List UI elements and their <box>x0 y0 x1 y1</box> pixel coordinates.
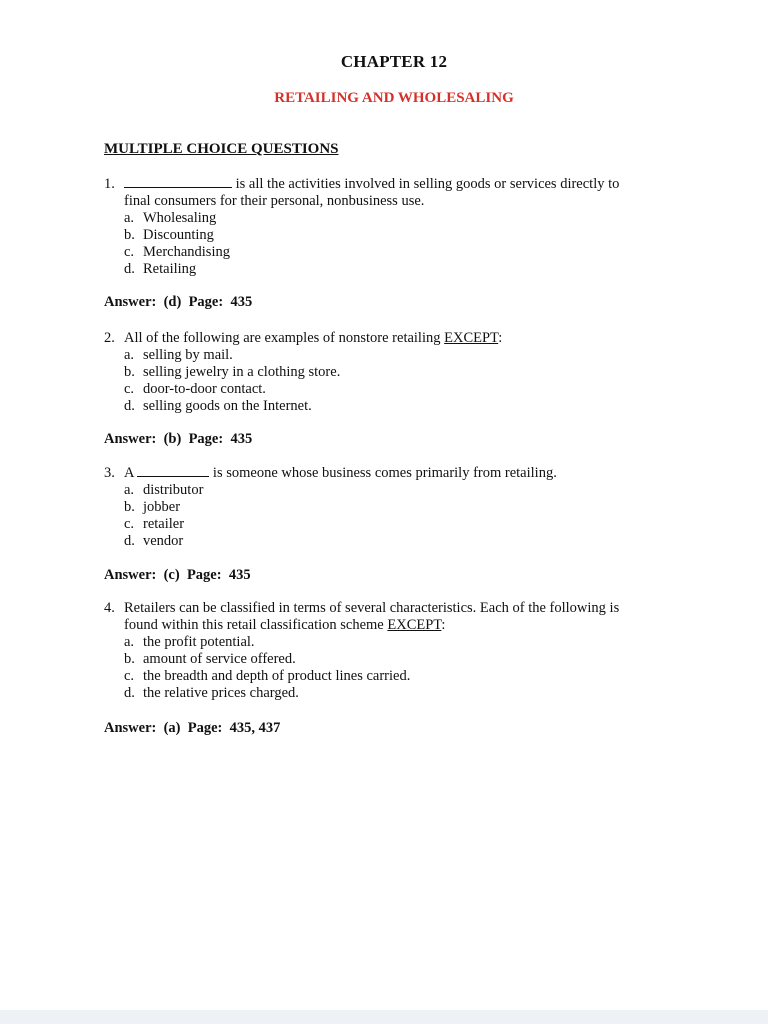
question-text: A <box>124 465 138 481</box>
choice-a <box>104 347 684 364</box>
question-4 <box>104 600 684 702</box>
choice-text: door-to-door contact. <box>143 381 266 397</box>
question-number: 2. <box>104 330 115 346</box>
question-text-end: is someone whose business comes primarily from retailing. <box>209 465 557 481</box>
question-text: found within this retail classification scheme <box>124 617 388 633</box>
choice-text: selling by mail. <box>143 347 233 363</box>
choice-text: distributor <box>143 482 204 498</box>
question-text: All of the following are examples of nonstore retailing <box>124 330 445 346</box>
choice-letter: d. <box>124 533 135 549</box>
viewer-bottom-strip <box>0 1010 768 1024</box>
choice-letter: d. <box>124 261 135 277</box>
choice-text: Merchandising <box>143 244 230 260</box>
choice-letter: b. <box>124 227 135 243</box>
choice-letter: a. <box>124 210 135 226</box>
choice-letter: a. <box>124 634 135 650</box>
choice-text: jobber <box>143 499 181 515</box>
question-text-continued: final consumers for their personal, nonbusiness use. <box>124 193 425 209</box>
section-heading: MULTIPLE CHOICE QUESTIONS <box>104 141 339 157</box>
choice-letter: b. <box>124 499 135 515</box>
question-text-end: : <box>498 330 503 346</box>
choice-text: the profit potential. <box>143 634 255 650</box>
question-text: is all the activities involved in selling goods or services directly to <box>232 176 620 192</box>
choice-a <box>104 482 684 499</box>
choice-letter: d. <box>124 398 135 414</box>
question-3 <box>104 464 684 550</box>
question-stem <box>104 330 684 347</box>
question-text-continued <box>104 617 684 634</box>
question-text-end: : <box>441 617 446 633</box>
question-number: 3. <box>104 465 115 481</box>
emphasis-except: EXCEPT <box>387 617 442 633</box>
choice-text: Retailing <box>143 261 197 277</box>
choice-letter: c. <box>124 668 135 684</box>
choice-text: the breadth and depth of product lines carried. <box>143 668 411 684</box>
choice-letter: b. <box>124 364 135 380</box>
answer-2: Answer: (b) Page: 435 <box>104 431 253 447</box>
choice-b <box>104 227 684 244</box>
choice-text: retailer <box>143 516 185 532</box>
choice-text: the relative prices charged. <box>143 685 299 701</box>
choice-letter: a. <box>124 482 135 498</box>
choice-d <box>104 261 684 278</box>
chapter-subtitle: RETAILING AND WHOLESALING <box>274 90 514 106</box>
choice-b <box>104 499 684 516</box>
question-number: 4. <box>104 600 115 616</box>
choice-d <box>104 685 684 702</box>
chapter-title: CHAPTER 12 <box>340 52 448 71</box>
answer-3: Answer: (c) Page: 435 <box>104 567 251 583</box>
question-number: 1. <box>104 176 115 192</box>
question-1 <box>104 175 684 278</box>
choice-letter: c. <box>124 516 135 532</box>
answer-1: Answer: (d) Page: 435 <box>104 294 253 310</box>
choice-c <box>104 516 684 533</box>
answer-blank <box>137 464 209 477</box>
question-2 <box>104 330 684 415</box>
choice-a <box>104 210 684 227</box>
emphasis-except: EXCEPT <box>444 330 499 346</box>
question-text: Retailers can be classified in terms of several characteristics. Each of the following is <box>124 600 620 616</box>
question-stem <box>104 600 684 617</box>
choice-b <box>104 364 684 381</box>
choice-d <box>104 398 684 415</box>
choice-text: selling jewelry in a clothing store. <box>143 364 341 380</box>
choice-letter: d. <box>124 685 135 701</box>
choice-c <box>104 244 684 261</box>
choice-text: Discounting <box>143 227 214 243</box>
choice-text: selling goods on the Internet. <box>143 398 312 414</box>
answer-blank <box>124 175 232 188</box>
choice-letter: c. <box>124 381 135 397</box>
choice-a <box>104 634 684 651</box>
choice-text: Wholesaling <box>143 210 217 226</box>
choice-b <box>104 651 684 668</box>
choice-text: vendor <box>143 533 184 549</box>
choice-text: amount of service offered. <box>143 651 296 667</box>
choice-letter: a. <box>124 347 135 363</box>
choice-d <box>104 533 684 550</box>
choice-letter: b. <box>124 651 135 667</box>
choice-letter: c. <box>124 244 135 260</box>
question-stem <box>104 175 684 193</box>
choice-c <box>104 668 684 685</box>
answer-4: Answer: (a) Page: 435, 437 <box>104 720 281 736</box>
question-stem <box>104 464 684 482</box>
choice-c <box>104 381 684 398</box>
